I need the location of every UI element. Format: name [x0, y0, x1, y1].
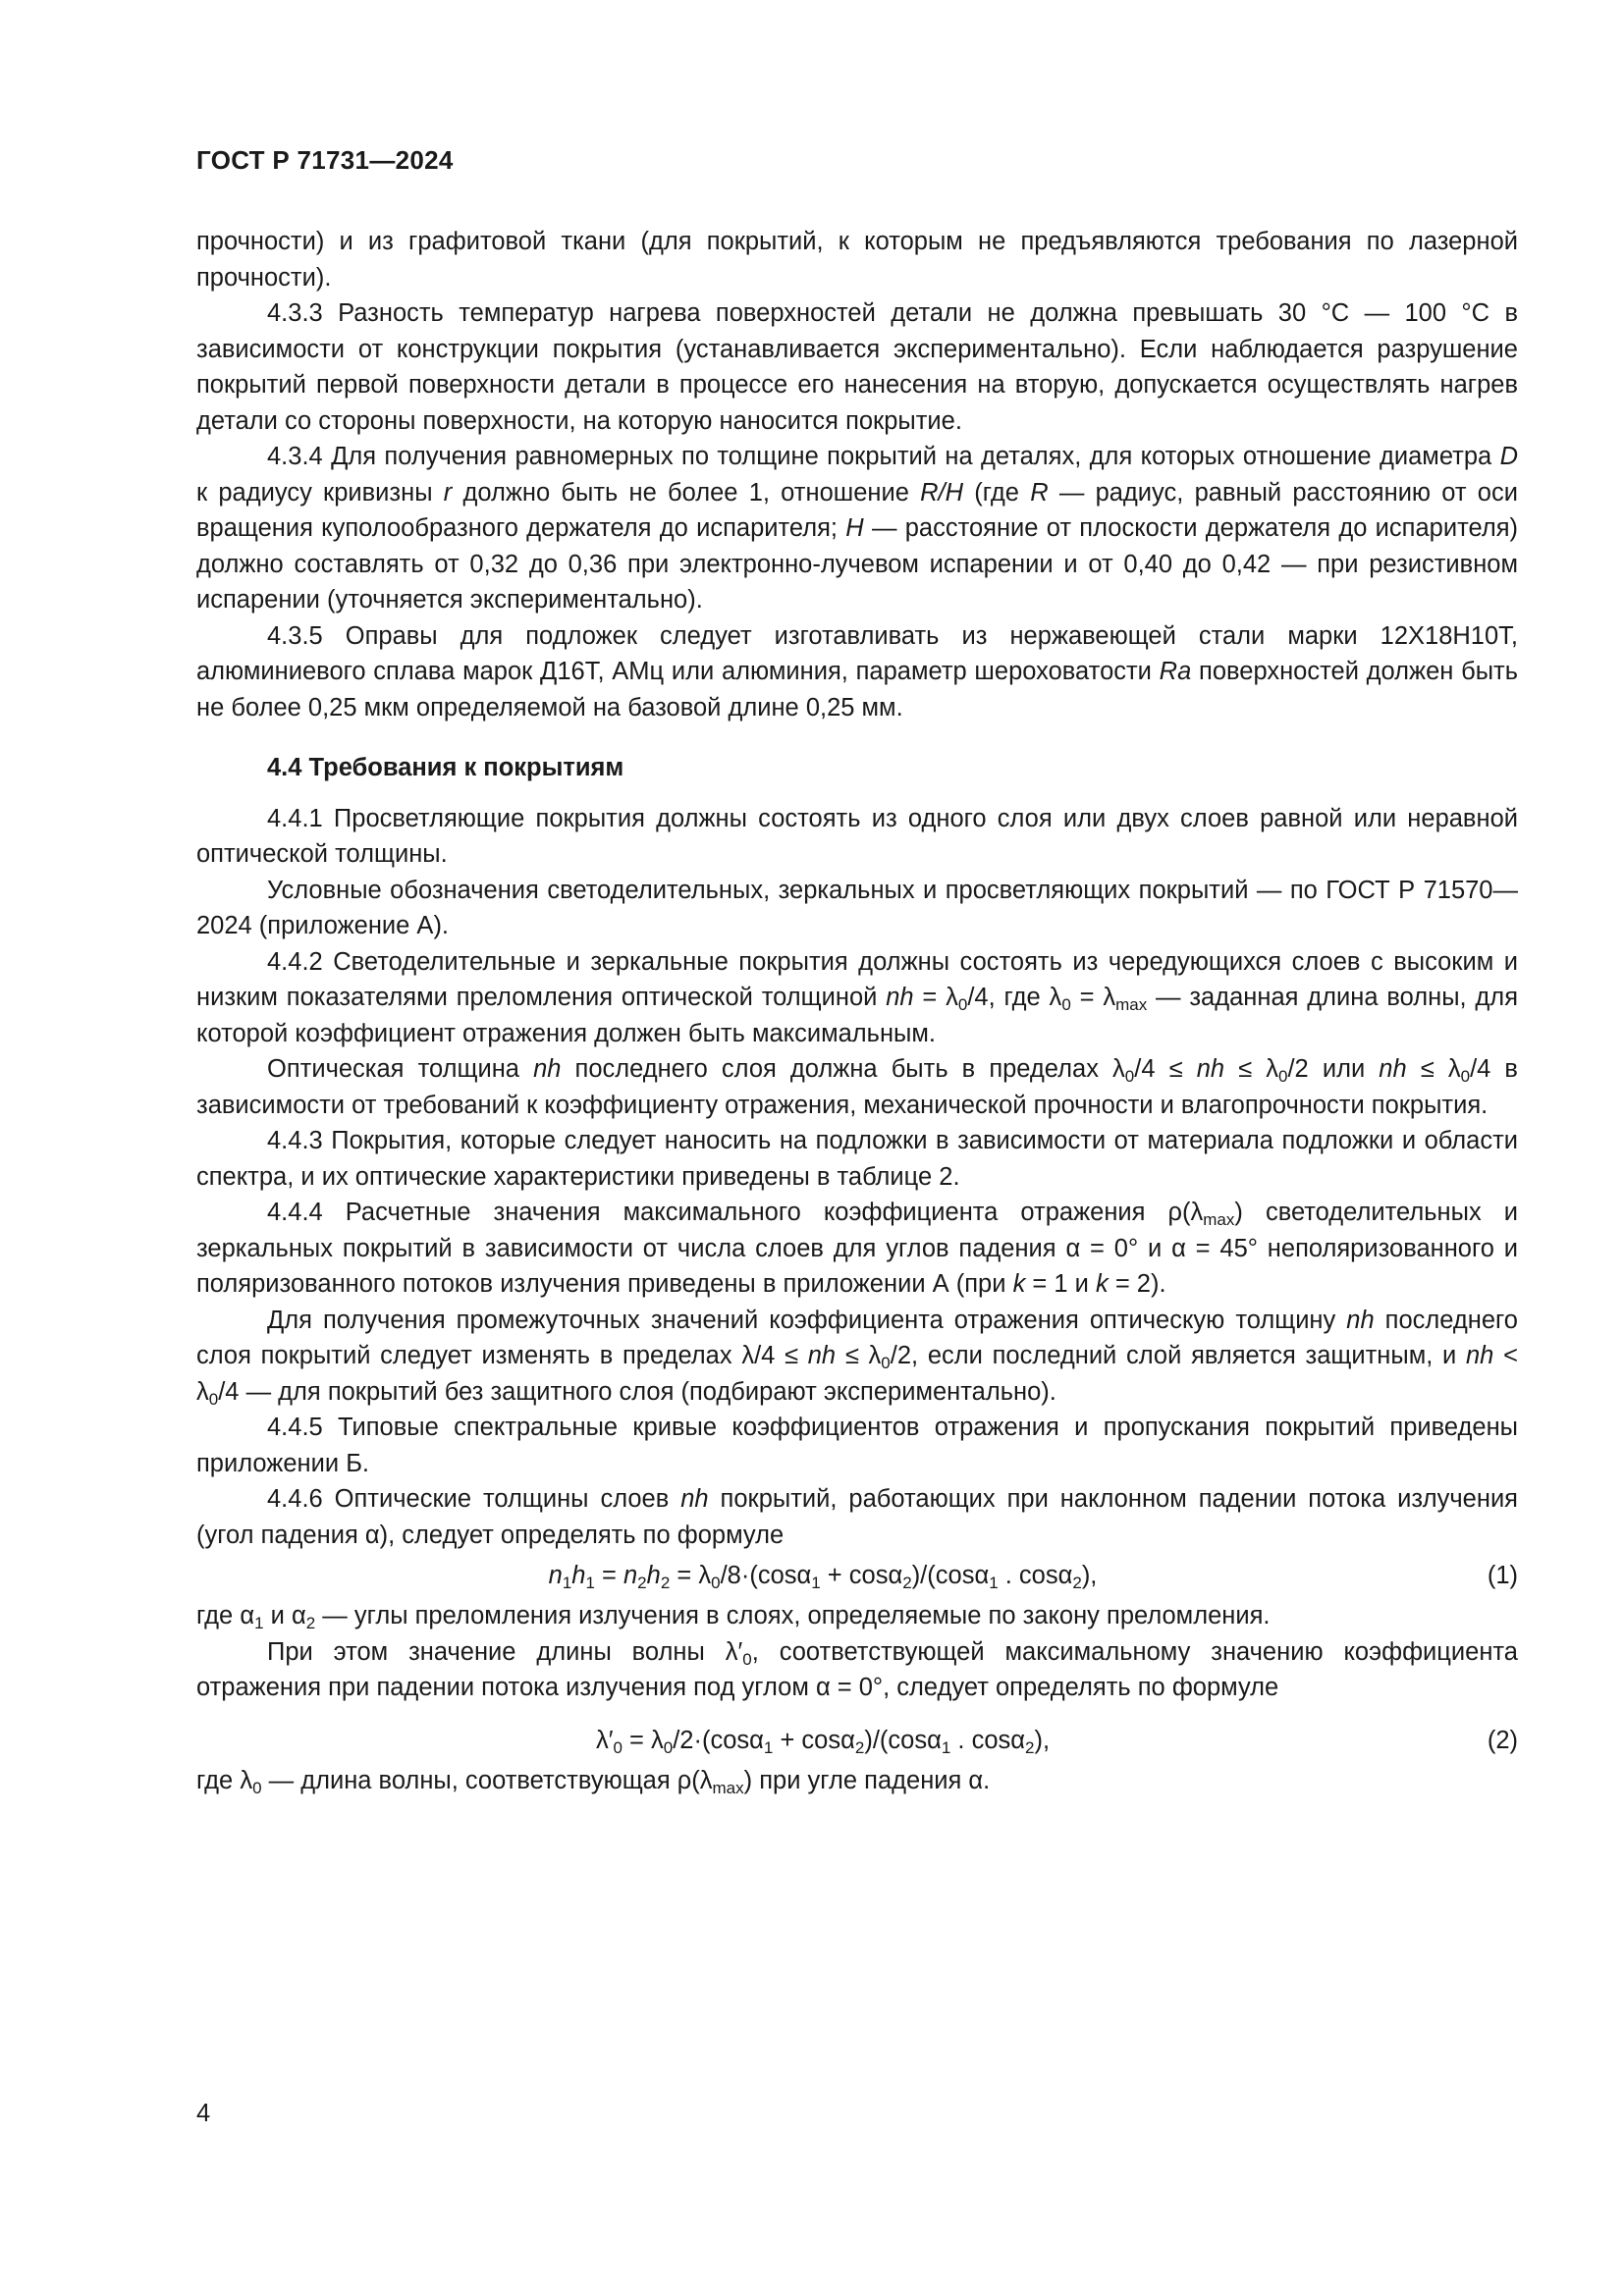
document-code-header: ГОСТ Р 71731—2024	[196, 145, 454, 175]
paragraph-4-4-1: 4.4.1 Просветляющие покрытия должны состоять из одного слоя или двух слоев равной или неравной оптической толщины.	[196, 804, 1518, 868]
formula-1-explanation: где $\alpha_1$ и $\alpha_2$ — углы преломления излучения в слоях, определяемые по закону преломления.	[196, 1602, 1271, 1632]
paragraph-4-4-6: 4.4.6 Оптические толщины слоев nh покрытий, работающих при наклонном падении потока излучения (угол падения α), следует определять по формуле	[196, 1485, 1518, 1549]
document-body	[196, 224, 1518, 1798]
page-number: 4	[196, 2100, 211, 2127]
paragraph-4-4-4-intermediate: Для получения промежуточных значений коэффициента отражения оптическую толщину nh последнего слоя покрытий следует изменять в пределах λ/4 ≤ nh ≤ $\lambda_0/2$, если последний слой является защитным, и nh < $\lambda_0/4$ — для покрытий без защитного слоя (подбирают экспериментально).	[196, 1306, 1518, 1409]
paragraph-4-3-4: 4.3.4 Для получения равномерных по толщине покрытий на деталях, для которых отношение диаметра D к радиусу кривизны r должно быть не более 1, отношение R/H (где R — радиус, равный расстоянию от оси вращения куполообразного держателя до испарителя; H — расстояние от плоскости держателя до испарителя) должно составлять от 0,32 до 0,36 при электронно-лучевом испарении и от 0,40 до 0,42 — при резистивном испарении (уточняется экспериментально).	[196, 443, 1518, 614]
paragraph-4-4-3: 4.4.3 Покрытия, которые следует наносить на подложки в зависимости от материала подложки и области спектра, и их оптические характеристики приведены в таблице 2.	[196, 1127, 1518, 1191]
formula-2-expression: $\lambda'_0 = \lambda_0/2\cdot(\cos\alpha_1 + \cos\alpha_2)/(\cos\alpha_1$ . cosα$_2$),	[595, 1726, 1051, 1757]
formula-2-explanation: где $\lambda_0$ — длина волны, соответствующая $\rho(\lambda_{max})$ при угле падения α.	[196, 1766, 991, 1797]
paragraph-4-4-4: 4.4.4 Расчетные значения максимального коэффициента отражения $\rho(\lambda_{max})$ светоделительных и зеркальных покрытий в зависимости от числа слоев для углов падения α = 0° и α = 45° неполяризованного и поляризованного потоков излучения приведены в приложении А (при k = 1 и k = 2).	[196, 1199, 1518, 1298]
paragraph-4-4-5: 4.4.5 Типовые спектральные кривые коэффициентов отражения и пропускания покрытий приведены приложении Б.	[196, 1414, 1518, 1477]
paragraph-4-4-2-thickness: Оптическая толщина nh последнего слоя должна быть в пределах $\lambda_0/4$ ≤ nh ≤ $\lambda_0/2$ или nh ≤ $\lambda_0/4$ в зависимости от требований к коэффициенту отражения, механической прочности и влагопрочности покрытия.	[196, 1055, 1518, 1119]
paragraph-continuation: прочности) и из графитовой ткани (для покрытий, к которым не предъявляются требования по лазерной прочности).	[196, 228, 1518, 292]
formula-2	[196, 1718, 1518, 1763]
formula-1	[196, 1553, 1518, 1598]
paragraph-4-3-3: 4.3.3 Разность температур нагрева поверхностей детали не должна превышать 30 °С — 100 °С в зависимости от конструкции покрытия (устанавливается экспериментально). Если наблюдается разрушение покрытий первой поверхности детали в процессе его нанесения на вторую, допускается осуществлять нагрев детали со стороны поверхности, на которую наносится покрытие.	[196, 299, 1518, 435]
paragraph-4-4-2: 4.4.2 Светоделительные и зеркальные покрытия должны состоять из чередующихся слоев с высоким и низким показателями преломления оптической толщиной nh = $\lambda_0/4$, где $\lambda_0 = \lambda_{max}$ — заданная длина волны, для которой коэффициент отражения должен быть максимальным.	[196, 947, 1518, 1047]
paragraph-4-4-1-designations: Условные обозначения светоделительных, зеркальных и просветляющих покрытий — по ГОСТ Р 71570—2024 (приложение А).	[196, 876, 1518, 939]
formula-1-number: (1)	[1487, 1562, 1518, 1589]
paragraph-4-3-5: 4.3.5 Оправы для подложек следует изготавливать из нержавеющей стали марки 12Х18Н10Т, алюминиевого сплава марок Д16Т, АМц или алюминия, параметр шероховатости Ra поверхностей должен быть не более 0,25 мкм определяемой на базовой длине 0,25 мм.	[196, 621, 1519, 721]
formula-2-number: (2)	[1487, 1726, 1518, 1754]
paragraph-wavelength: При этом значение длины волны $\lambda'_0$, соответствующей максимальному значению коэффициента отражения при падении потока излучения под углом α = 0°, следует определять по формуле	[196, 1637, 1518, 1701]
section-heading-4-4: 4.4 Требования к покрытиям	[267, 754, 624, 781]
formula-1-expression: $n_1h_1 = n_2h_2 = \lambda_0/8\cdot(\cos\alpha_1 + \cos\alpha_2)/(\cos\alpha_1$ . cosα$_2$),	[548, 1562, 1098, 1592]
